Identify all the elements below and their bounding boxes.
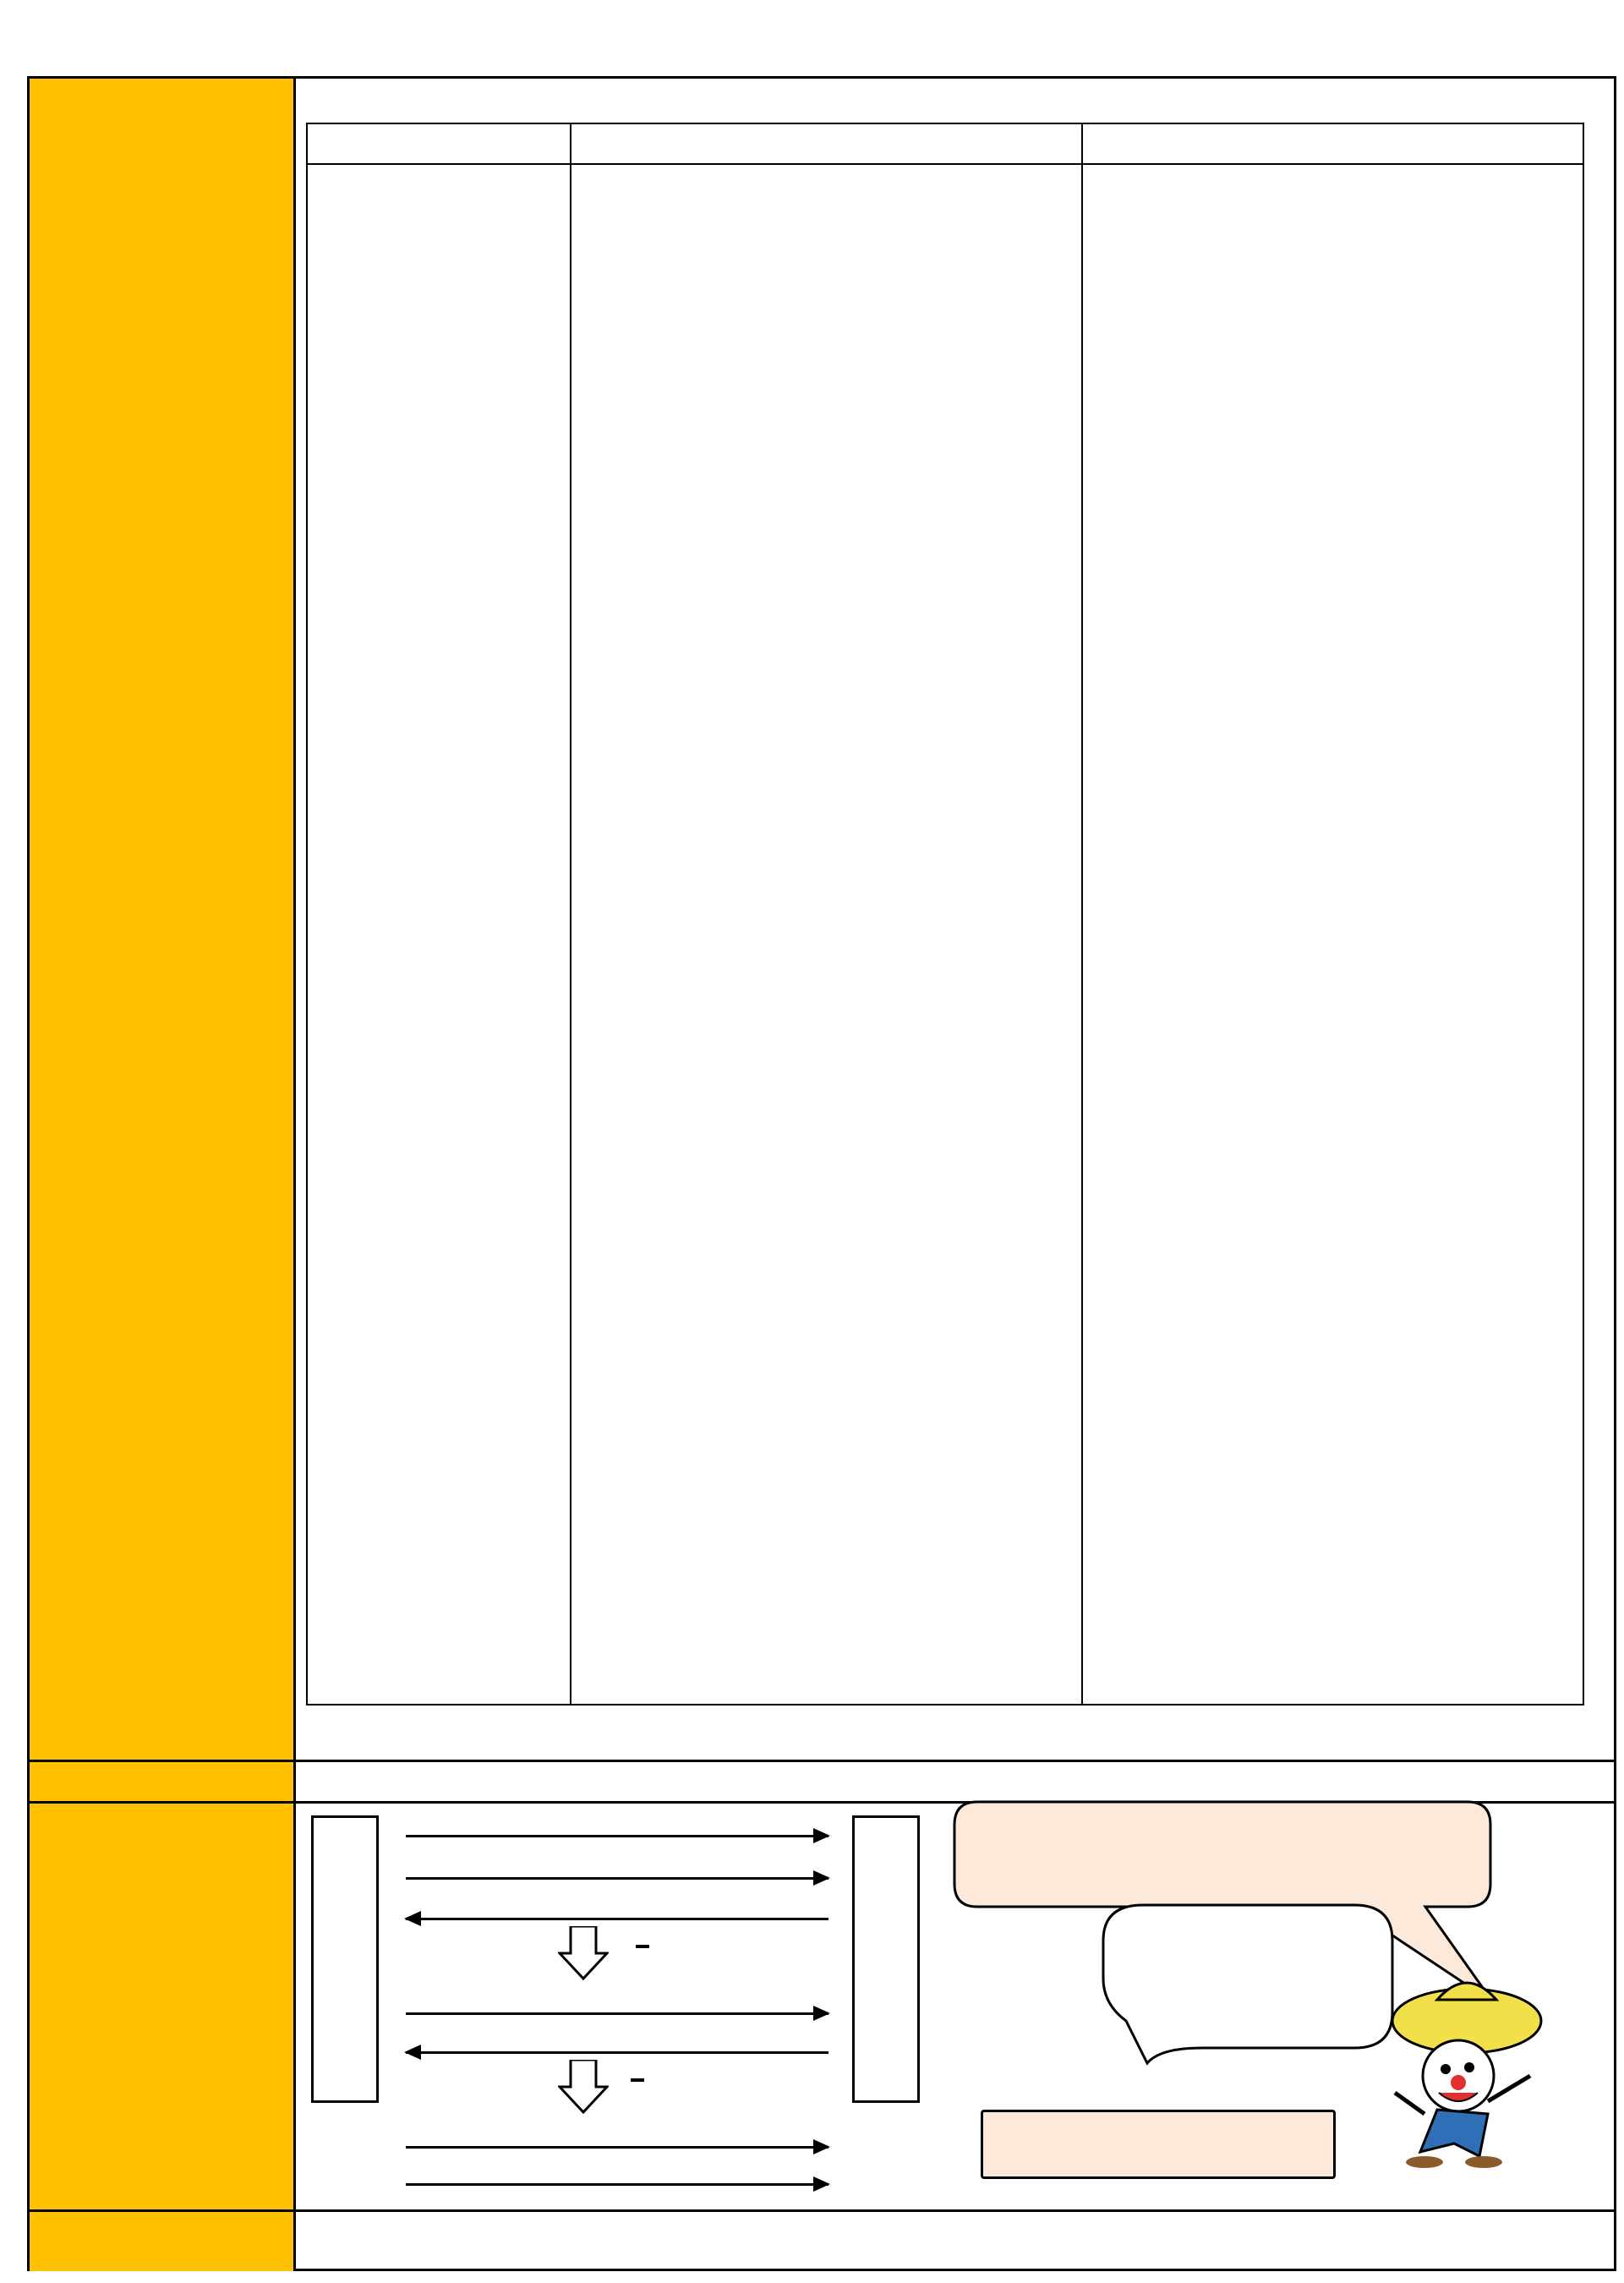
table-header: [308, 124, 1583, 165]
step3-arrow: [406, 1918, 828, 1920]
sidebar-costs: [30, 79, 293, 1762]
step7-arrow-right: [406, 2183, 828, 2186]
onsite-tag: [636, 1945, 649, 1948]
sidebar-requirements: [30, 1762, 293, 1804]
mascot-illustration: [1386, 1974, 1547, 2169]
requirements-section: [293, 1762, 1614, 1804]
step6-arrow: [406, 2146, 828, 2149]
sidebar-contact: [30, 2212, 293, 2271]
qr-bubble-shape: [1101, 1902, 1405, 2072]
applicant-box: [311, 1815, 379, 2103]
qr-code[interactable]: [972, 1909, 1089, 2026]
claim-down-arrow: [558, 2060, 609, 2114]
contact-section: [293, 2212, 1614, 2271]
onsite-down-arrow: [558, 1926, 609, 1980]
step5-arrow: [406, 2051, 828, 2054]
step1-arrow: [406, 1835, 828, 1837]
step4-arrow: [406, 2012, 828, 2015]
deadline-bubble: [981, 2110, 1336, 2179]
sidebar-procedure: [30, 1804, 293, 2212]
claim-tag: [631, 2078, 644, 2082]
step2-arrow: [406, 1877, 828, 1880]
city-box: [852, 1815, 920, 2103]
subsidy-table: [306, 123, 1584, 1705]
